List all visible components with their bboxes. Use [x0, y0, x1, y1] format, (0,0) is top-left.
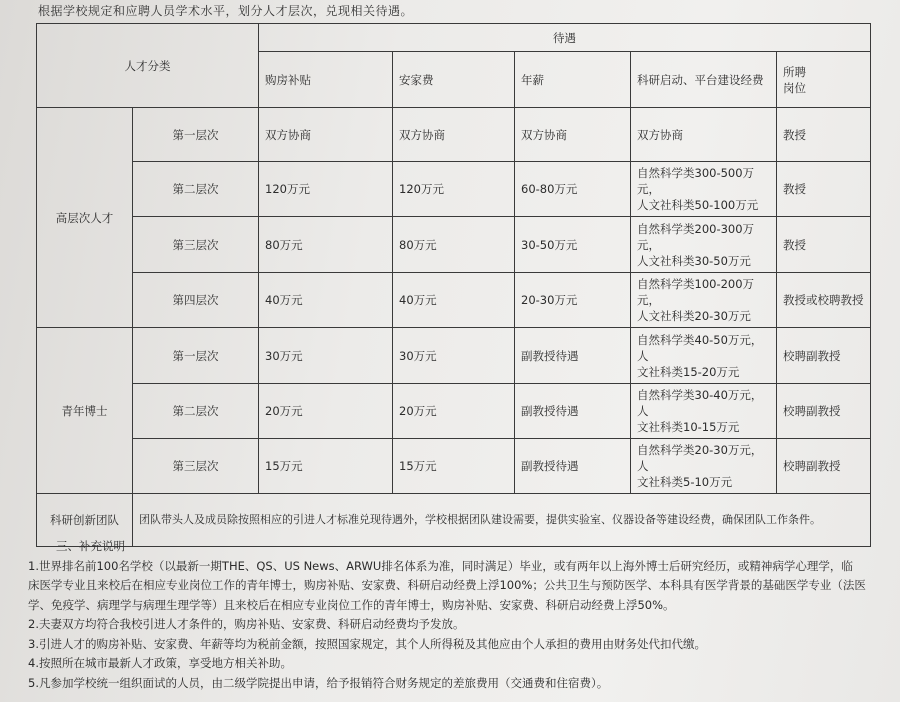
level-cell: 第三层次 [133, 439, 259, 494]
research-cell: 自然科学类20-30万元，人 文社科类5-10万元 [631, 439, 777, 494]
team-text: 团队带头人及成员除按照相应的引进人才标准兑现待遇外，学校根据团队建设需要，提供实验室、仪器设备等建设经费，确保团队工作条件。 [133, 494, 871, 547]
salary-cell: 30-50万元 [515, 217, 631, 273]
column-header-housing: 购房补贴 [259, 52, 393, 108]
research-cell: 自然科学类30-40万元，人 文社科类10-15万元 [631, 384, 777, 439]
header-category: 人才分类 [37, 24, 259, 108]
salary-cell: 副教授待遇 [515, 439, 631, 494]
post-cell: 校聘副教授 [777, 384, 871, 439]
header-benefits: 待遇 [259, 24, 871, 52]
column-header-salary: 年薪 [515, 52, 631, 108]
team-label: 科研创新团队 [37, 494, 133, 547]
post-cell: 教授或校聘教授 [777, 273, 871, 328]
group-label-high-level: 高层次人才 [37, 108, 133, 328]
group-label-young-phd: 青年博士 [37, 328, 133, 494]
note-line: 3.引进人才的购房补贴、安家费、年薪等均为税前金额，按照国家规定，其个人所得税及其他应由个人承担的费用由财务处代扣代缴。 [28, 636, 706, 651]
settle-cell: 30万元 [393, 328, 515, 384]
settle-cell: 120万元 [393, 162, 515, 217]
note-line: 1.世界排名前100名学校（以最新一期THE、QS、US News、ARWU排名体系为准，同时满足）毕业，或有两年以上海外博士后研究经历，或精神病学心理学，临 [28, 558, 853, 573]
post-cell: 教授 [777, 162, 871, 217]
housing-cell: 20万元 [259, 384, 393, 439]
housing-cell: 120万元 [259, 162, 393, 217]
housing-cell: 双方协商 [259, 108, 393, 162]
intro-text: 根据学校规定和应聘人员学术水平，划分人才层次，兑现相关待遇。 [38, 4, 414, 18]
research-cell: 自然科学类40-50万元，人 文社科类15-20万元 [631, 328, 777, 384]
note-line: 学、免疫学、病理学与病理生理学等）且来校后在相应专业岗位工作的青年博士，购房补贴、安家费、科研启动经费上浮50%。 [28, 597, 675, 612]
housing-cell: 30万元 [259, 328, 393, 384]
notes-heading: 三、补充说明 [56, 539, 125, 553]
level-cell: 第二层次 [133, 384, 259, 439]
research-cell: 双方协商 [631, 108, 777, 162]
note-line: 床医学专业且来校后在相应专业岗位工作的青年博士，购房补贴、安家费、科研启动经费上浮100%；公共卫生与预防医学、本科具有医学背景的基础医学专业（法医 [28, 578, 866, 592]
note-line: 4.按照所在城市最新人才政策，享受地方相关补助。 [28, 656, 292, 670]
research-cell: 自然科学类200-300万元， 人文社科类30-50万元 [631, 217, 777, 273]
level-cell: 第二层次 [133, 162, 259, 217]
salary-cell: 20-30万元 [515, 273, 631, 328]
salary-cell: 双方协商 [515, 108, 631, 162]
post-cell: 教授 [777, 217, 871, 273]
salary-cell: 副教授待遇 [515, 384, 631, 439]
column-header-settle: 安家费 [393, 52, 515, 108]
column-header-research: 科研启动、平台建设经费 [631, 52, 777, 108]
note-line: 5.凡参加学校统一组织面试的人员，由二级学院提出申请，给予报销符合财务规定的差旅费用（交通费和住宿费）。 [28, 675, 609, 690]
level-cell: 第一层次 [133, 108, 259, 162]
supplementary-notes [28, 537, 888, 693]
settle-cell: 双方协商 [393, 108, 515, 162]
column-header-post: 所聘 岗位 [777, 52, 871, 108]
settle-cell: 40万元 [393, 273, 515, 328]
housing-cell: 40万元 [259, 273, 393, 328]
post-cell: 校聘副教授 [777, 328, 871, 384]
post-cell: 教授 [777, 108, 871, 162]
settle-cell: 80万元 [393, 217, 515, 273]
salary-cell: 副教授待遇 [515, 328, 631, 384]
level-cell: 第一层次 [133, 328, 259, 384]
research-cell: 自然科学类300-500万元， 人文社科类50-100万元 [631, 162, 777, 217]
settle-cell: 20万元 [393, 384, 515, 439]
housing-cell: 15万元 [259, 439, 393, 494]
housing-cell: 80万元 [259, 217, 393, 273]
note-line: 2.夫妻双方均符合我校引进人才条件的，购房补贴、安家费、科研启动经费均予发放。 [28, 617, 465, 631]
level-cell: 第四层次 [133, 273, 259, 328]
research-cell: 自然科学类100-200万元， 人文社科类20-30万元 [631, 273, 777, 328]
settle-cell: 15万元 [393, 439, 515, 494]
level-cell: 第三层次 [133, 217, 259, 273]
post-cell: 校聘副教授 [777, 439, 871, 494]
benefits-table [36, 23, 871, 547]
salary-cell: 60-80万元 [515, 162, 631, 217]
